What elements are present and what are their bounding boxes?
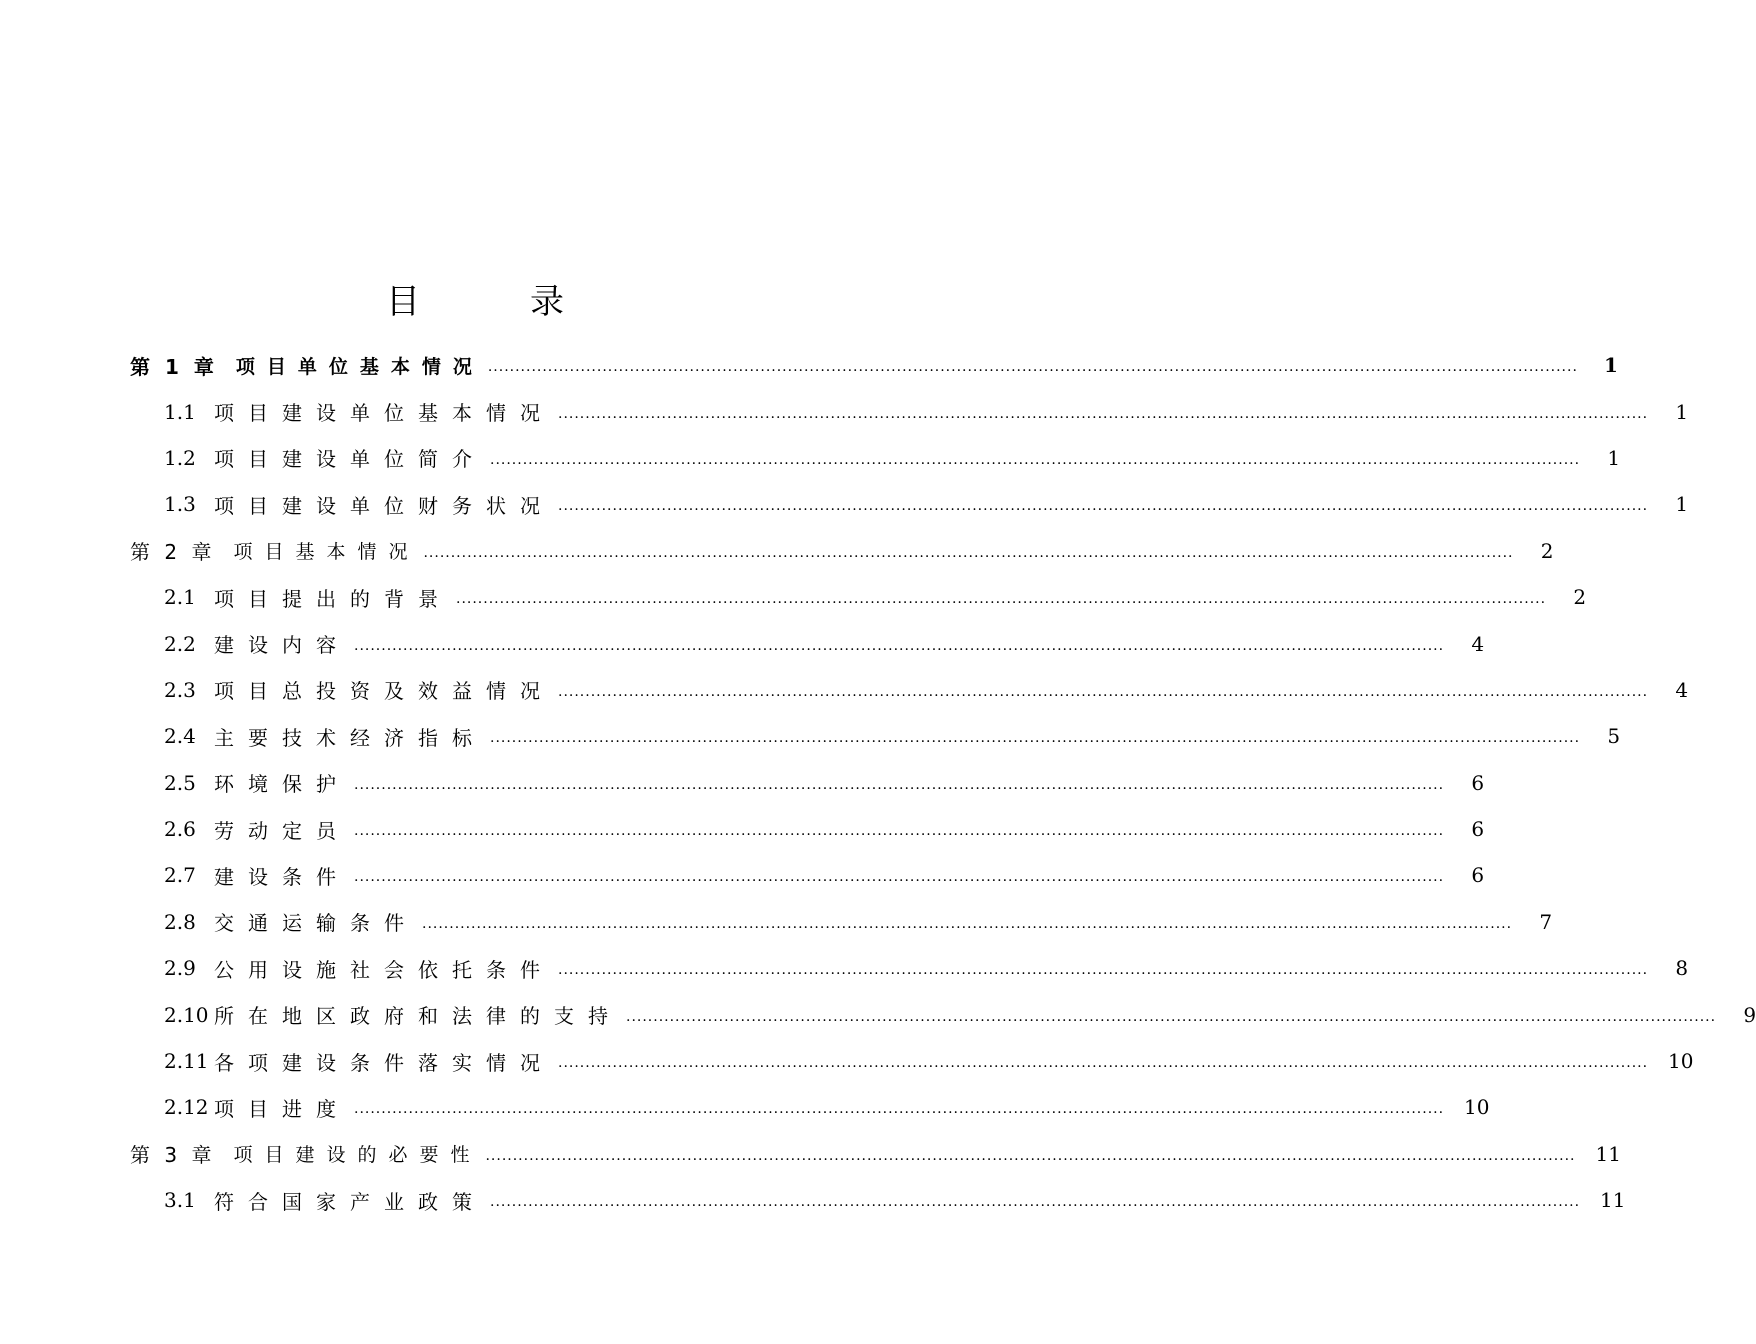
toc-leader-dots: ........................................................................................................................................................................................................ — [626, 1008, 1717, 1025]
toc-section-2-7[interactable] — [0, 852, 1485, 898]
toc-section-2-10[interactable] — [0, 991, 1756, 1037]
toc-chapter-2[interactable] — [0, 528, 1554, 574]
toc-section-2-3[interactable] — [0, 667, 1689, 713]
toc-entry-number: 第 2 章 — [130, 540, 216, 565]
toc-page-number: 1 — [1607, 445, 1621, 470]
toc-entry-number: 第 3 章 — [130, 1143, 216, 1168]
toc-page-number: 2 — [1540, 538, 1554, 563]
toc-leader-dots: ........................................................................................................................................................................................................ — [354, 1101, 1445, 1118]
toc-entry-label: 所在地区政府和法律的支持 — [214, 1004, 622, 1029]
toc-entry-label: 建设内容 — [214, 633, 350, 658]
toc-leader-dots: ........................................................................................................................................................................................................ — [354, 823, 1445, 840]
toc-page-number: 7 — [1539, 909, 1553, 934]
toc-section-2-1[interactable] — [0, 574, 1587, 620]
toc-entry-label: 主要技术经济指标 — [214, 725, 486, 750]
toc-entry-label: 项目建设单位基本情况 — [214, 401, 554, 426]
toc-leader-dots: ........................................................................................................................................................................................................ — [422, 915, 1513, 932]
toc-section-1-1[interactable] — [0, 388, 1689, 434]
toc-entry-label: 项目基本情况 — [233, 541, 420, 564]
toc-title: 目录 — [386, 282, 674, 322]
toc-page-number: 1 — [1675, 492, 1689, 517]
toc-section-2-8[interactable] — [0, 899, 1553, 945]
toc-page-number: 4 — [1675, 677, 1689, 702]
toc-leader-dots: ........................................................................................................................................................................................................ — [558, 683, 1649, 700]
toc-section-2-6[interactable] — [0, 806, 1485, 852]
toc-entry-number: 2.9 — [164, 956, 196, 981]
toc-leader-dots: ........................................................................................................................................................................................................ — [485, 1147, 1576, 1164]
toc-page-number: 6 — [1471, 863, 1485, 888]
toc-page-number: 1 — [1675, 399, 1689, 424]
toc-entry-label: 各项建设条件落实情况 — [214, 1050, 554, 1075]
toc-page-number: 11 — [1595, 1141, 1621, 1166]
toc-entry-number: 2.12 — [164, 1095, 209, 1120]
toc-entry-number: 2.1 — [164, 585, 196, 610]
toc-page-number: 9 — [1743, 1002, 1756, 1027]
toc-leader-dots: ........................................................................................................................................................................................................ — [490, 1194, 1581, 1211]
toc-entry-label: 项目建设单位财务状况 — [214, 493, 554, 518]
toc-entry-number: 2.3 — [164, 677, 196, 702]
toc-entry-label: 公用设施社会依托条件 — [214, 957, 554, 982]
toc-page-number: 2 — [1573, 585, 1587, 610]
toc-section-2-4[interactable] — [0, 713, 1621, 759]
toc-entry-number: 第 1 章 — [130, 354, 218, 379]
toc-page-number: 6 — [1471, 817, 1485, 842]
toc-list — [0, 342, 1756, 1223]
toc-entry-label: 交通运输条件 — [214, 911, 418, 936]
toc-section-1-3[interactable] — [0, 481, 1689, 527]
toc-entry-label: 项目建设单位简介 — [214, 447, 486, 472]
toc-entry-label: 符合国家产业政策 — [214, 1189, 486, 1214]
toc-chapter-3[interactable] — [0, 1131, 1621, 1177]
toc-entry-number: 2.11 — [164, 1049, 209, 1074]
toc-page-number: 10 — [1668, 1049, 1694, 1074]
toc-page-number: 5 — [1607, 724, 1621, 749]
toc-entry-number: 2.10 — [164, 1002, 209, 1027]
toc-entry-number: 1.2 — [164, 445, 196, 470]
toc-section-2-11[interactable] — [0, 1038, 1694, 1084]
toc-leader-dots: ........................................................................................................................................................................................................ — [423, 544, 1514, 561]
toc-entry-number: 1.3 — [164, 492, 196, 517]
toc-section-2-2[interactable] — [0, 620, 1485, 666]
toc-leader-dots: ........................................................................................................................................................................................................ — [456, 591, 1547, 608]
toc-entry-number: 2.6 — [164, 817, 196, 842]
toc-leader-dots: ........................................................................................................................................................................................................ — [487, 359, 1578, 376]
toc-page-number: 6 — [1471, 770, 1485, 795]
toc-page-number: 11 — [1600, 1188, 1626, 1213]
toc-entry-number: 2.7 — [164, 863, 196, 888]
toc-leader-dots: ........................................................................................................................................................................................................ — [558, 405, 1649, 422]
toc-entry-label: 劳动定员 — [214, 818, 350, 843]
toc-entry-number: 3.1 — [164, 1188, 196, 1213]
toc-entry-label: 项目建设的必要性 — [233, 1144, 482, 1167]
toc-section-3-1[interactable] — [0, 1177, 1626, 1223]
toc-page-number: 10 — [1464, 1095, 1490, 1120]
toc-page-number: 4 — [1471, 631, 1485, 656]
toc-leader-dots: ........................................................................................................................................................................................................ — [558, 1055, 1649, 1072]
toc-leader-dots: ........................................................................................................................................................................................................ — [354, 869, 1445, 886]
toc-chapter-1[interactable] — [0, 342, 1618, 388]
toc-entry-label: 环境保护 — [214, 772, 350, 797]
toc-page-number: 8 — [1675, 956, 1689, 981]
toc-section-2-9[interactable] — [0, 945, 1689, 991]
toc-leader-dots: ........................................................................................................................................................................................................ — [490, 730, 1581, 747]
toc-section-2-5[interactable] — [0, 760, 1485, 806]
toc-entry-label: 项目总投资及效益情况 — [214, 679, 554, 704]
toc-entry-label: 项目单位基本情况 — [235, 355, 484, 378]
toc-leader-dots: ........................................................................................................................................................................................................ — [490, 451, 1581, 468]
toc-entry-label: 项目进度 — [214, 1096, 350, 1121]
toc-entry-label: 项目提出的背景 — [214, 586, 452, 611]
toc-entry-label: 建设条件 — [214, 864, 350, 889]
toc-entry-number: 2.4 — [164, 724, 196, 749]
toc-leader-dots: ........................................................................................................................................................................................................ — [558, 498, 1649, 515]
toc-entry-number: 2.2 — [164, 631, 196, 656]
toc-leader-dots: ........................................................................................................................................................................................................ — [354, 776, 1445, 793]
toc-section-1-2[interactable] — [0, 435, 1621, 481]
toc-leader-dots: ........................................................................................................................................................................................................ — [354, 637, 1445, 654]
toc-entry-number: 2.8 — [164, 909, 196, 934]
toc-page-number: 1 — [1603, 353, 1618, 378]
toc-section-2-12[interactable] — [0, 1084, 1490, 1130]
toc-entry-number: 1.1 — [164, 399, 196, 424]
toc-entry-number: 2.5 — [164, 770, 196, 795]
toc-leader-dots: ........................................................................................................................................................................................................ — [558, 962, 1649, 979]
